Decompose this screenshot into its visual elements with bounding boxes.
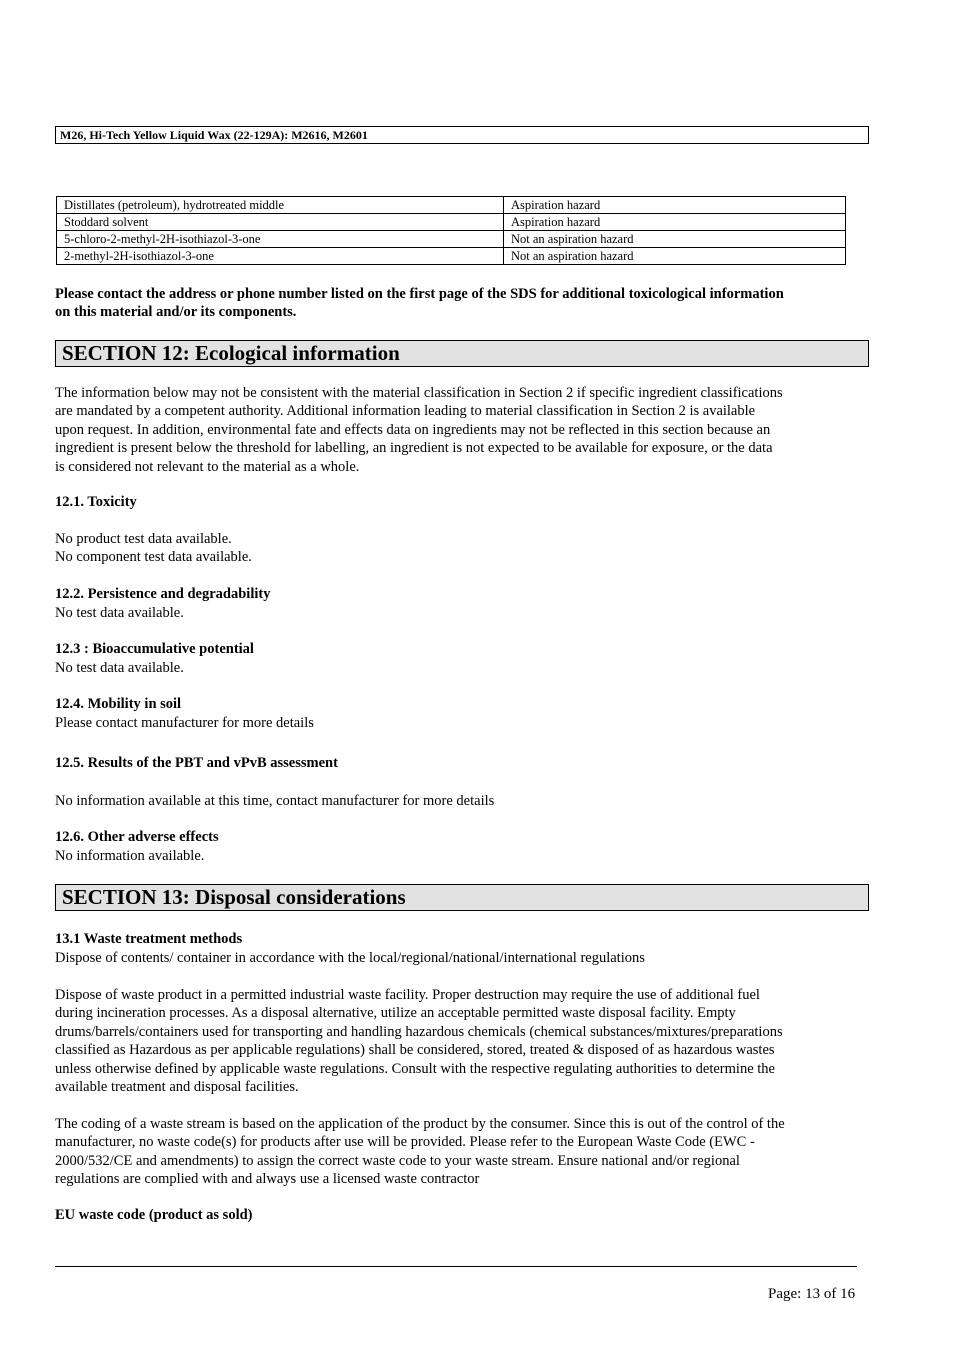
section-12-intro xyxy=(55,384,867,476)
contact-note-line: Please contact the address or phone number listed on the first page of the SDS for additional toxicological information xyxy=(55,286,784,302)
other-effects-heading: 12.6. Other adverse effects xyxy=(55,829,219,845)
table-row xyxy=(57,248,846,265)
waste-code-paragraph xyxy=(55,1115,867,1189)
intro-line: ingredient is present below the threshold for labelling, an ingredient is not expected to be available for exposure, or the data xyxy=(55,440,773,457)
intro-line: The information below may not be consistent with the material classification in Section 2 if specific ingredient classifications xyxy=(55,385,783,401)
table-cell-value: Not an aspiration hazard xyxy=(504,231,846,248)
persistence-text: No test data available. xyxy=(55,605,184,621)
intro-line: are mandated by a competent authority. Additional information leading to material classification in Section 2 is available xyxy=(55,403,756,420)
table-row xyxy=(57,214,846,231)
disposal-paragraph xyxy=(55,986,867,1096)
toxicity-heading: 12.1. Toxicity xyxy=(55,494,137,510)
paragraph-line: 2000/532/CE and amendments) to assign the correct waste code to your waste stream. Ensure national and/or regional xyxy=(55,1152,740,1169)
mobility-text: Please contact manufacturer for more details xyxy=(55,715,314,731)
mobility-heading: 12.4. Mobility in soil xyxy=(55,696,182,712)
table-cell-component: Stoddard solvent xyxy=(57,214,504,231)
bioaccumulative-heading: 12.3 : Bioaccumulative potential xyxy=(55,641,254,657)
toxicity-line: No product test data available. xyxy=(55,531,232,547)
paragraph-line: The coding of a waste stream is based on the application of the product by the consumer. Since this is out of the control of the xyxy=(55,1116,785,1132)
toxicity-text xyxy=(55,530,867,567)
other-effects-text: No information available. xyxy=(55,848,205,864)
table-cell-component: Distillates (petroleum), hydrotreated middle xyxy=(57,197,504,214)
paragraph-line: available treatment and disposal facilities. xyxy=(55,1079,299,1096)
paragraph-line: regulations are complied with and always use a licensed waste contractor xyxy=(55,1171,480,1188)
document-header: M26, Hi-Tech Yellow Liquid Wax (22-129A): M2616, M2601 xyxy=(55,126,869,144)
page-number: Page: 13 of 16 xyxy=(768,1286,856,1302)
paragraph-line: manufacturer, no waste code(s) for products after use will be provided. Please refer to the European Waste Code (EWC - xyxy=(55,1134,755,1151)
paragraph-line: unless otherwise defined by applicable waste regulations. Consult with the respective regulating authorities to determine the xyxy=(55,1060,775,1077)
section-13-title: SECTION 13: Disposal considerations xyxy=(55,884,869,911)
toxicity-line: No component test data available. xyxy=(55,549,252,566)
table-row xyxy=(57,231,846,248)
paragraph-line: during incineration processes. As a disposal alternative, utilize an acceptable permitted waste disposal facility. Empty xyxy=(55,1005,736,1022)
section-12-title: SECTION 12: Ecological information xyxy=(55,340,869,367)
waste-treatment-heading: 13.1 Waste treatment methods xyxy=(55,931,243,947)
pbt-heading: 12.5. Results of the PBT and vPvB assessment xyxy=(55,755,338,771)
table-row xyxy=(57,197,846,214)
intro-line: upon request. In addition, environmental fate and effects data on ingredients may not be reflected in this section because an xyxy=(55,421,771,438)
paragraph-line: drums/barrels/containers used for transporting and handling hazardous chemicals (chemical substances/mixtures/preparations xyxy=(55,1023,783,1040)
table-cell-component: 5-chloro-2-methyl-2H-isothiazol-3-one xyxy=(57,231,504,248)
aspiration-hazard-table xyxy=(56,196,846,265)
waste-treatment-text: Dispose of contents/ container in accordance with the local/regional/national/international regulations xyxy=(55,950,645,966)
table-cell-value: Aspiration hazard xyxy=(504,214,846,231)
intro-line: is considered not relevant to the material as a whole. xyxy=(55,458,360,475)
footer-divider xyxy=(55,1266,857,1267)
table-cell-value: Aspiration hazard xyxy=(504,197,846,214)
table-cell-component: 2-methyl-2H-isothiazol-3-one xyxy=(57,248,504,265)
contact-note-line: on this material and/or its components. xyxy=(55,304,297,321)
table-cell-value: Not an aspiration hazard xyxy=(504,248,846,265)
pbt-text: No information available at this time, contact manufacturer for more details xyxy=(55,793,495,809)
paragraph-line: classified as Hazardous as per applicable regulations) shall be considered, stored, treated & disposed of as hazardous wastes xyxy=(55,1042,775,1059)
paragraph-line: Dispose of waste product in a permitted industrial waste facility. Proper destruction may require the use of additional fuel xyxy=(55,987,760,1003)
persistence-heading: 12.2. Persistence and degradability xyxy=(55,586,271,602)
contact-note xyxy=(55,285,867,322)
eu-waste-code-heading: EU waste code (product as sold) xyxy=(55,1207,253,1223)
bioaccumulative-text: No test data available. xyxy=(55,660,184,676)
